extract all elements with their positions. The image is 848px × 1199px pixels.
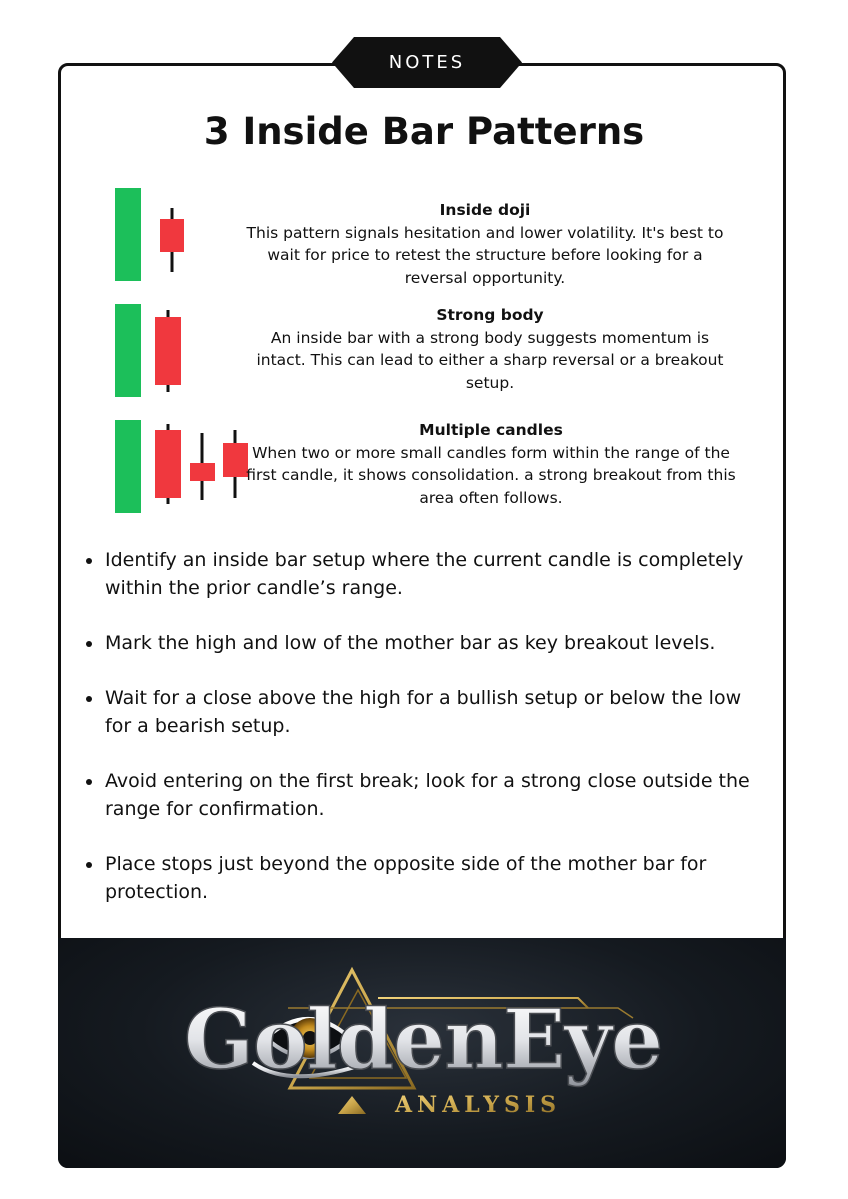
doji-body [160,219,184,252]
strong-body-graphic [110,302,200,402]
list-item: Avoid entering on the first break; look for a strong close outside the range for confirmation. [86,767,766,823]
logo-sub-text: ANALYSIS [394,1092,562,1118]
pattern-name: Multiple candles [419,421,563,439]
pattern-strong-body [245,304,735,394]
list-item: Mark the high and low of the mother bar as key breakout levels. [86,629,766,657]
pattern-description: When two or more small candles form within the range of the first candle, it shows consolidation. a strong breakout from this area often follows. [246,443,736,507]
page-title: 3 Inside Bar Patterns [203,110,645,153]
mother-candle [115,188,141,281]
pattern-multiple-candles [246,419,736,509]
multiple-candles-graphic [110,418,260,518]
mother-candle [115,304,141,397]
goldeneye-logo [58,938,786,1168]
inside-doji-graphic [110,186,200,286]
strong-body [155,317,181,385]
mother-candle [115,420,141,513]
list-item: Wait for a close above the high for a bullish setup or below the low for a bearish setup. [86,684,766,740]
pattern-description: An inside bar with a strong body suggests momentum is intact. This can lead to either a sharp reversal or a breakout setup. [256,328,724,392]
bullet-list [86,546,766,933]
logo-brand-text: GoldenEye [183,992,663,1088]
pattern-name: Strong body [436,306,544,324]
footer-banner [58,938,786,1168]
list-item: Place stops just beyond the opposite side of the mother bar for protection. [86,850,766,906]
list-item: Identify an inside bar setup where the current candle is completely within the prior candle’s range. [86,546,766,602]
pattern-description: This pattern signals hesitation and lower volatility. It's best to wait for price to retest the structure before looking for a reversal opportunity. [246,223,724,287]
candle-body [155,430,181,498]
pattern-inside-doji [240,199,730,289]
candle-body [223,443,248,477]
tag-label: NOTES [388,52,466,73]
notes-tag [332,37,522,88]
candle-body [190,463,215,481]
pattern-name: Inside doji [439,201,531,219]
